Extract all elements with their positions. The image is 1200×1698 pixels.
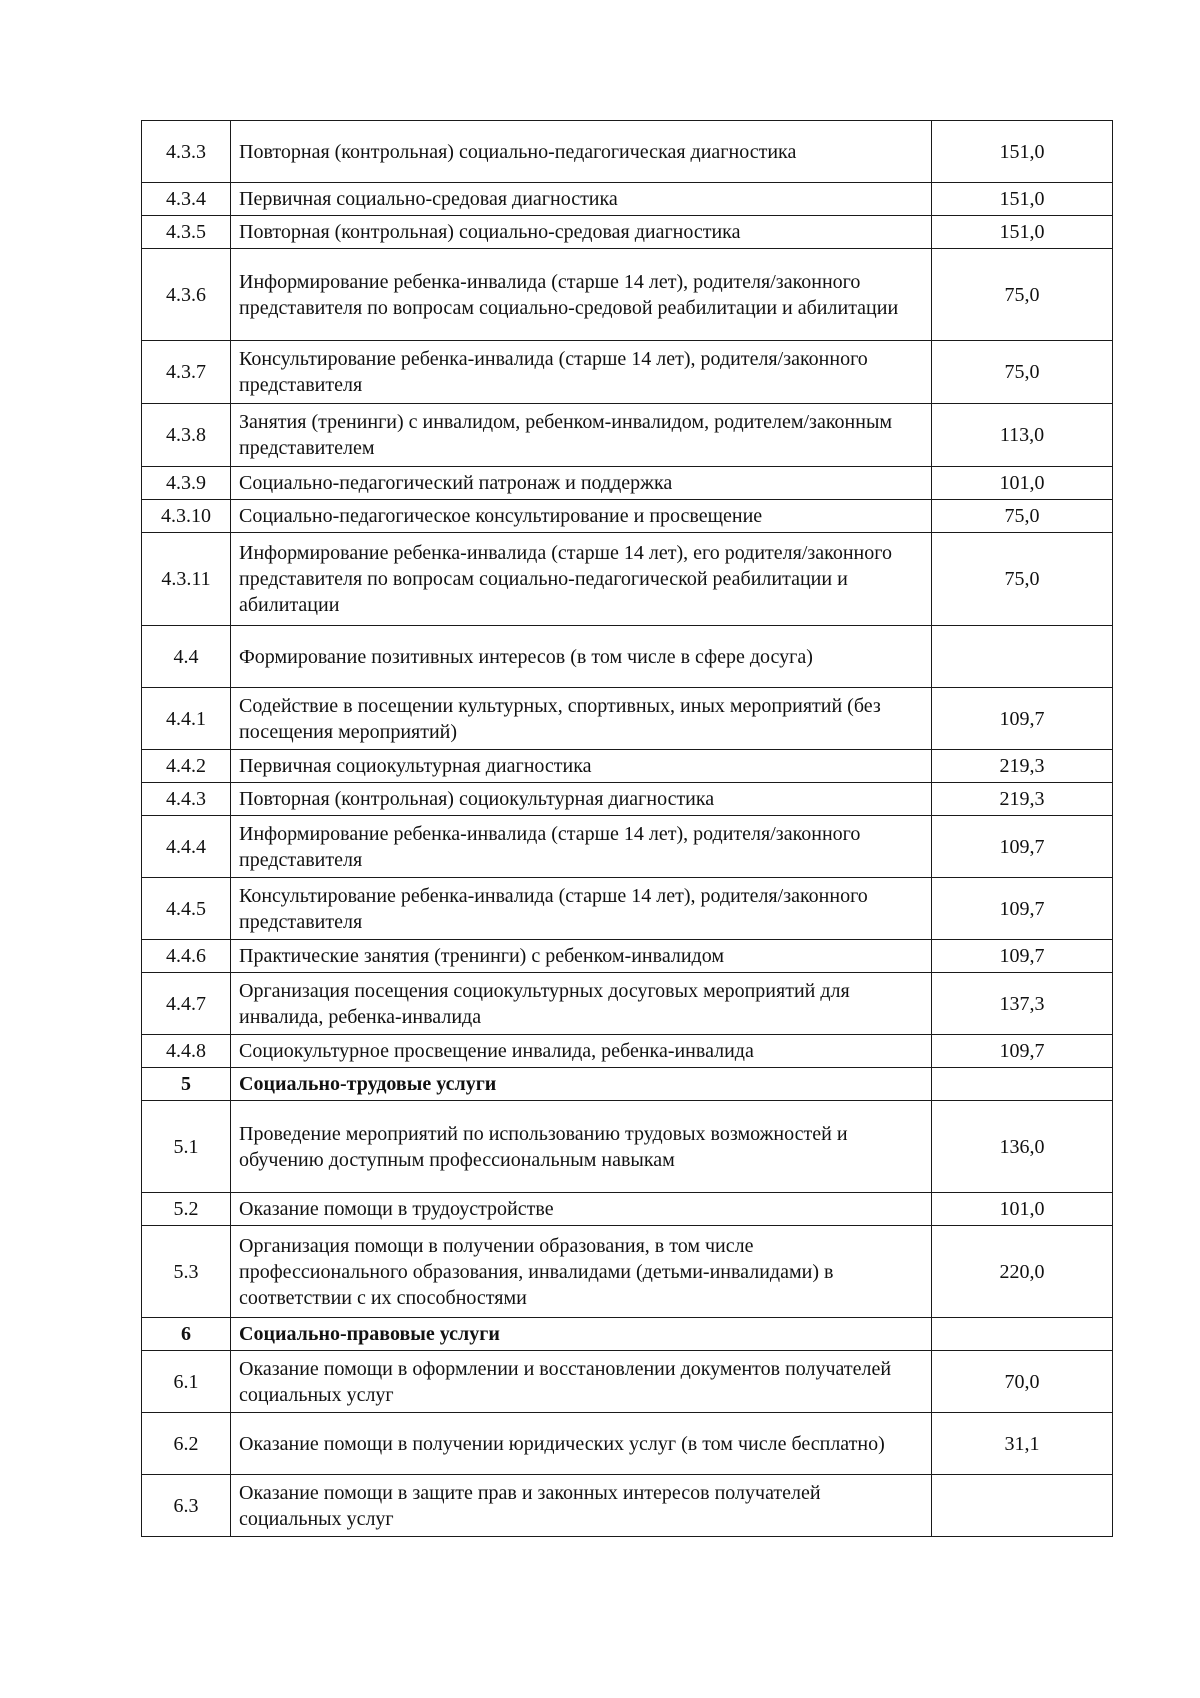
row-number-cell: 4.3.5 [142, 216, 231, 249]
row-number-cell: 4.3.6 [142, 249, 231, 341]
price-cell: 219,3 [932, 783, 1113, 816]
service-name-cell: Первичная социокультурная диагностика [231, 750, 932, 783]
price-cell: 109,7 [932, 878, 1113, 940]
price-cell: 137,3 [932, 973, 1113, 1035]
service-name-cell: Содействие в посещении культурных, спортивных, иных мероприятий (без посещения мероприятий) [231, 688, 932, 750]
price-cell: 75,0 [932, 533, 1113, 626]
service-name-cell: Социально-трудовые услуги [231, 1068, 932, 1101]
service-name-cell: Оказание помощи в защите прав и законных интересов получателей социальных услуг [231, 1475, 932, 1537]
table-row [142, 626, 1113, 688]
row-number-cell: 4.3.3 [142, 121, 231, 183]
row-number-cell: 6.1 [142, 1351, 231, 1413]
price-cell: 220,0 [932, 1226, 1113, 1318]
table-row [142, 1101, 1113, 1193]
row-number-cell: 4.3.10 [142, 500, 231, 533]
services-tariff-table [141, 120, 1113, 1537]
row-number-cell: 4.4.6 [142, 940, 231, 973]
row-number-cell: 4.4.1 [142, 688, 231, 750]
service-name-cell: Оказание помощи в получении юридических услуг (в том числе бесплатно) [231, 1413, 932, 1475]
table-row [142, 816, 1113, 878]
table-row [142, 878, 1113, 940]
row-number-cell: 4.4.3 [142, 783, 231, 816]
service-name-cell: Социально-правовые услуги [231, 1318, 932, 1351]
row-number-cell: 4.4.8 [142, 1035, 231, 1068]
table-row [142, 249, 1113, 341]
row-number-cell: 5.1 [142, 1101, 231, 1193]
section-header-row [142, 1318, 1113, 1351]
price-cell: 109,7 [932, 688, 1113, 750]
service-name-cell: Консультирование ребенка-инвалида (старше 14 лет), родителя/законного представителя [231, 341, 932, 404]
price-cell [932, 1475, 1113, 1537]
service-name-cell: Организация посещения социокультурных досуговых мероприятий для инвалида, ребенка-инвалида [231, 973, 932, 1035]
row-number-cell: 4.3.4 [142, 183, 231, 216]
row-number-cell: 5.2 [142, 1193, 231, 1226]
price-cell: 31,1 [932, 1413, 1113, 1475]
table-row [142, 1475, 1113, 1537]
table-row [142, 1226, 1113, 1318]
row-number-cell: 4.4 [142, 626, 231, 688]
service-name-cell: Социально-педагогическое консультирование и просвещение [231, 500, 932, 533]
price-cell: 151,0 [932, 121, 1113, 183]
table-row [142, 940, 1113, 973]
price-cell: 101,0 [932, 1193, 1113, 1226]
row-number-cell: 4.4.7 [142, 973, 231, 1035]
service-name-cell: Организация помощи в получении образования, в том числе профессионального образования, инвалидами (детьми-инвалидами) в соответствии с их способностями [231, 1226, 932, 1318]
table-row [142, 1193, 1113, 1226]
row-number-cell: 4.4.5 [142, 878, 231, 940]
row-number-cell: 4.4.2 [142, 750, 231, 783]
table-row [142, 1351, 1113, 1413]
service-name-cell: Информирование ребенка-инвалида (старше 14 лет), родителя/законного представителя по вопросам социально-средовой реабилитации и абилитации [231, 249, 932, 341]
table-row [142, 216, 1113, 249]
table-row [142, 404, 1113, 467]
table-row [142, 467, 1113, 500]
row-number-cell: 4.4.4 [142, 816, 231, 878]
table-row [142, 1413, 1113, 1475]
row-number-cell: 5.3 [142, 1226, 231, 1318]
service-name-cell: Первичная социально-средовая диагностика [231, 183, 932, 216]
row-number-cell: 4.3.8 [142, 404, 231, 467]
service-name-cell: Социально-педагогический патронаж и поддержка [231, 467, 932, 500]
price-cell: 75,0 [932, 500, 1113, 533]
table-row [142, 1035, 1113, 1068]
price-cell: 101,0 [932, 467, 1113, 500]
service-name-cell: Практические занятия (тренинги) с ребенком-инвалидом [231, 940, 932, 973]
price-cell: 109,7 [932, 940, 1113, 973]
section-header-row [142, 1068, 1113, 1101]
price-cell [932, 1068, 1113, 1101]
service-name-cell: Информирование ребенка-инвалида (старше 14 лет), родителя/законного представителя [231, 816, 932, 878]
service-name-cell: Занятия (тренинги) с инвалидом, ребенком-инвалидом, родителем/законным представителем [231, 404, 932, 467]
table-row [142, 783, 1113, 816]
service-name-cell: Оказание помощи в трудоустройстве [231, 1193, 932, 1226]
service-name-cell: Консультирование ребенка-инвалида (старше 14 лет), родителя/законного представителя [231, 878, 932, 940]
service-name-cell: Проведение мероприятий по использованию трудовых возможностей и обучению доступным профессиональным навыкам [231, 1101, 932, 1193]
service-name-cell: Социокультурное просвещение инвалида, ребенка-инвалида [231, 1035, 932, 1068]
table-row [142, 500, 1113, 533]
row-number-cell: 6 [142, 1318, 231, 1351]
service-name-cell: Формирование позитивных интересов (в том числе в сфере досуга) [231, 626, 932, 688]
price-cell: 219,3 [932, 750, 1113, 783]
price-cell: 151,0 [932, 216, 1113, 249]
service-name-cell: Повторная (контрольная) социально-средовая диагностика [231, 216, 932, 249]
price-cell: 109,7 [932, 816, 1113, 878]
service-name-cell: Информирование ребенка-инвалида (старше 14 лет), его родителя/законного представителя по вопросам социально-педагогической реабилитации и абилитации [231, 533, 932, 626]
service-name-cell: Повторная (контрольная) социокультурная диагностика [231, 783, 932, 816]
row-number-cell: 6.3 [142, 1475, 231, 1537]
row-number-cell: 4.3.11 [142, 533, 231, 626]
table-body [142, 121, 1113, 1537]
price-cell: 113,0 [932, 404, 1113, 467]
price-cell: 109,7 [932, 1035, 1113, 1068]
table-row [142, 121, 1113, 183]
price-cell: 75,0 [932, 341, 1113, 404]
table-row [142, 341, 1113, 404]
table-row [142, 183, 1113, 216]
row-number-cell: 6.2 [142, 1413, 231, 1475]
table-row [142, 533, 1113, 626]
row-number-cell: 4.3.9 [142, 467, 231, 500]
table-row [142, 750, 1113, 783]
row-number-cell: 5 [142, 1068, 231, 1101]
table-row [142, 973, 1113, 1035]
price-cell: 75,0 [932, 249, 1113, 341]
price-cell [932, 1318, 1113, 1351]
price-cell: 151,0 [932, 183, 1113, 216]
table-row [142, 688, 1113, 750]
service-name-cell: Оказание помощи в оформлении и восстановлении документов получателей социальных услуг [231, 1351, 932, 1413]
price-cell: 70,0 [932, 1351, 1113, 1413]
row-number-cell: 4.3.7 [142, 341, 231, 404]
price-cell: 136,0 [932, 1101, 1113, 1193]
price-cell [932, 626, 1113, 688]
service-name-cell: Повторная (контрольная) социально-педагогическая диагностика [231, 121, 932, 183]
